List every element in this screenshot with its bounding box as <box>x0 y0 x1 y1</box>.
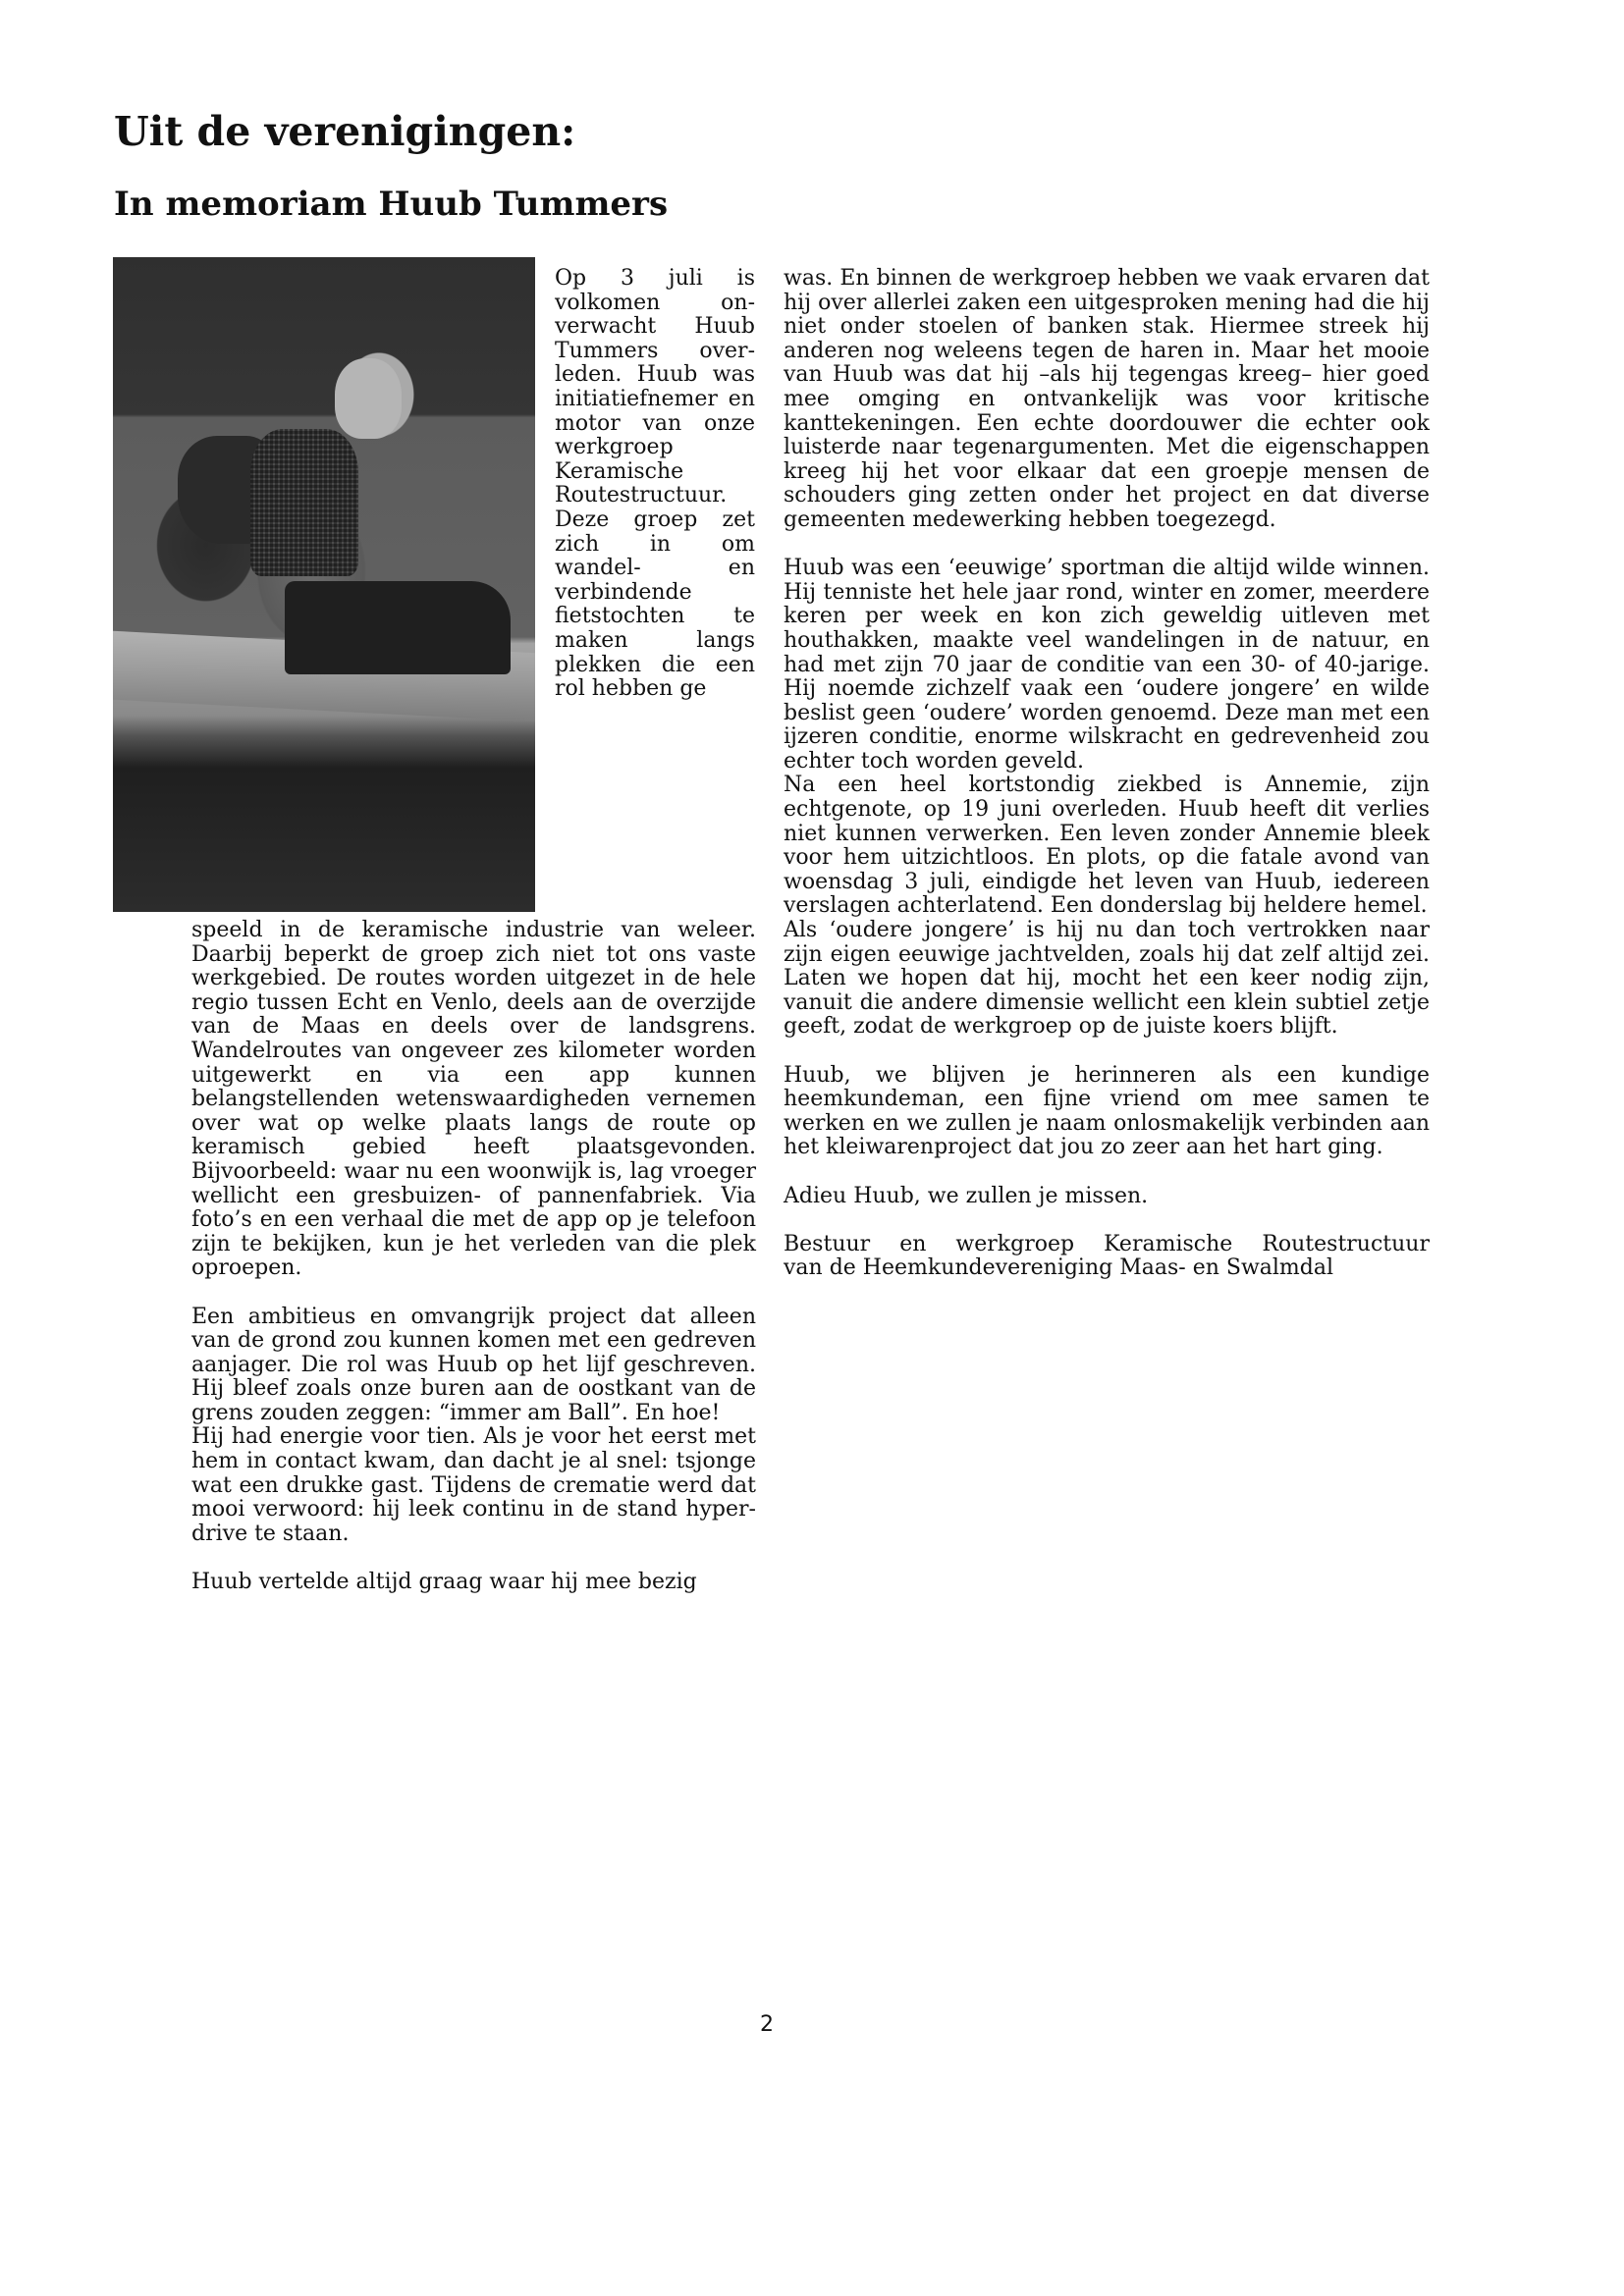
intro-float-column <box>555 267 755 702</box>
paragraph-project: Een ambitieus en omvangrijk project dat alleen van de grond zou kunnen komen met een gedreven aanjager. Die rol was Huub op het lijf geschreven. Hij bleef zoals onze buren aan de oostkant van de grens zouden zeggen: “immer am Ball”. En hoe! <box>191 1304 756 1425</box>
paragraph-opinion: was. En binnen de werkgroep hebben we vaak ervaren dat hij over allerlei zaken een uitgesproken mening had die hij niet onder stoelen of banken stak. Hiermee streek hij anderen nog weleens tegen de haren in. Maar het mooie van Huub was dat hij –als hij tegengas kreeg– hier goed mee omging en ontvankelijk was voor kritische kanttekeningen. Een echte doordouwer die echter ook luisterde naar tegenargumenten. Met die eigenschappen kreeg hij het voor elkaar dat een groepje mensen de schouders ging zetten onder het project en dat diverse gemeenten medewerking hebben toegezegd. <box>784 266 1430 532</box>
photo-checkered-shirt <box>250 429 358 576</box>
paragraph-energy: Hij had energie voor tien. Als je voor het eerst met hem in contact kwam, dan dacht je al snel: tsjonge wat een drukke gast. Tijdens de crematie werd dat mooi verwoord: hij leek continu in de stand hyper-drive te staan. <box>191 1424 756 1546</box>
paragraph-adieu: Adieu Huub, we zullen je missen. <box>784 1183 1149 1208</box>
signature-line-2: van de Heemkundevereniging Maas- en Swalmdal <box>784 1255 1334 1281</box>
section-title: Uit de verenigingen: <box>114 108 576 155</box>
intro-paragraph: Op 3 juli is volkomen onverwacht Huub Tummers overleden. Huub was initiatiefnemer en motor van onze werkgroep Keramische Routestructuur. Deze groep zet zich in om wandel- en verbindende fietstochten te maken langs plekken die een rol hebben ge <box>555 266 755 702</box>
article-title: In memoriam Huub Tummers <box>114 185 669 224</box>
paragraph-annemie: Na een heel kortstondig ziekbed is Annemie, zijn echtgenote, op 19 juni overleden. Huub heeft dit verlies niet kunnen verwerken. Een leven zonder Annemie bleek voor hem uitzichtloos. En plots, op die fatale avond van woensdag 3 juli, eindigde het leven van Huub, iedereen verslagen achterlatend. Een donderslag bij heldere hemel. <box>784 773 1430 919</box>
paragraph-remember: Huub, we blijven je herinneren als een kundige heemkundeman, een fijne vriend om mee samen te werken en we zullen je naam onlosmakelijk verbinden aan het kleiwarenproject dat jou zo zeer aan het hart ging. <box>784 1062 1430 1160</box>
paragraph-sportsman: Huub was een ‘eeuwige’ sportman die altijd wilde winnen. Hij tenniste het hele jaar rond, winter en zomer, meerdere keren per week en kon zich geweldig uitleven met houthakken, maakte veel wandelingen in de natuur, en had met zijn 70 jaar de conditie van een 30- of 40-jarige. Hij noemde zichzelf vaak een ‘oudere jongere’ en wilde beslist geen ‘oudere’ worden genoemd. Deze man met een ijzeren conditie, enorme wilskracht en gedrevenheid zou echter toch worden geveld. <box>784 556 1430 774</box>
paragraph-told: Huub vertelde altijd graag waar hij mee bezig <box>191 1570 697 1595</box>
photo-legs <box>285 581 511 674</box>
left-column <box>191 919 756 1595</box>
photo-head <box>335 358 402 439</box>
paragraph-hunting-grounds: Als ‘oudere jongere’ is hij nu dan toch vertrokken naar zijn eigen eeuwige jachtvelden, zoals hij dat zelf altijd zei. Laten we hopen dat hij, mocht het een keer nodig zijn, vanuit die andere dimensie wellicht een klein subtiel zetje geeft, zodat de werkgroep op de juiste koers blijft. <box>784 918 1430 1040</box>
portrait-photo <box>113 257 535 912</box>
paragraph-routes: speeld in de keramische industrie van weleer. Daarbij beperkt de groep zich niet tot ons vaste werkgebied. De routes worden uitgezet in de hele regio tussen Echt en Venlo, deels aan de overzijde van de Maas en deels over de landsgrens. Wandelroutes van ongeveer zes kilometer worden uitgewerkt en via een app kunnen belangstellenden wetenswaardigheden vernemen over wat op welke plaats langs de route op keramisch gebied heeft plaatsgevonden. Bijvoorbeeld: waar nu een woonwijk is, lag vroeger wellicht een gresbuizen- of pannenfabriek. Via foto’s en een verhaal die met de app op je telefoon zijn te bekijken, kun je het verleden van die plek oproepen. <box>191 918 756 1281</box>
right-column <box>784 267 1430 1281</box>
page-number: 2 <box>760 2012 774 2037</box>
signature-line-1: Bestuur en werkgroep Keramische Routestructuur <box>784 1231 1430 1256</box>
